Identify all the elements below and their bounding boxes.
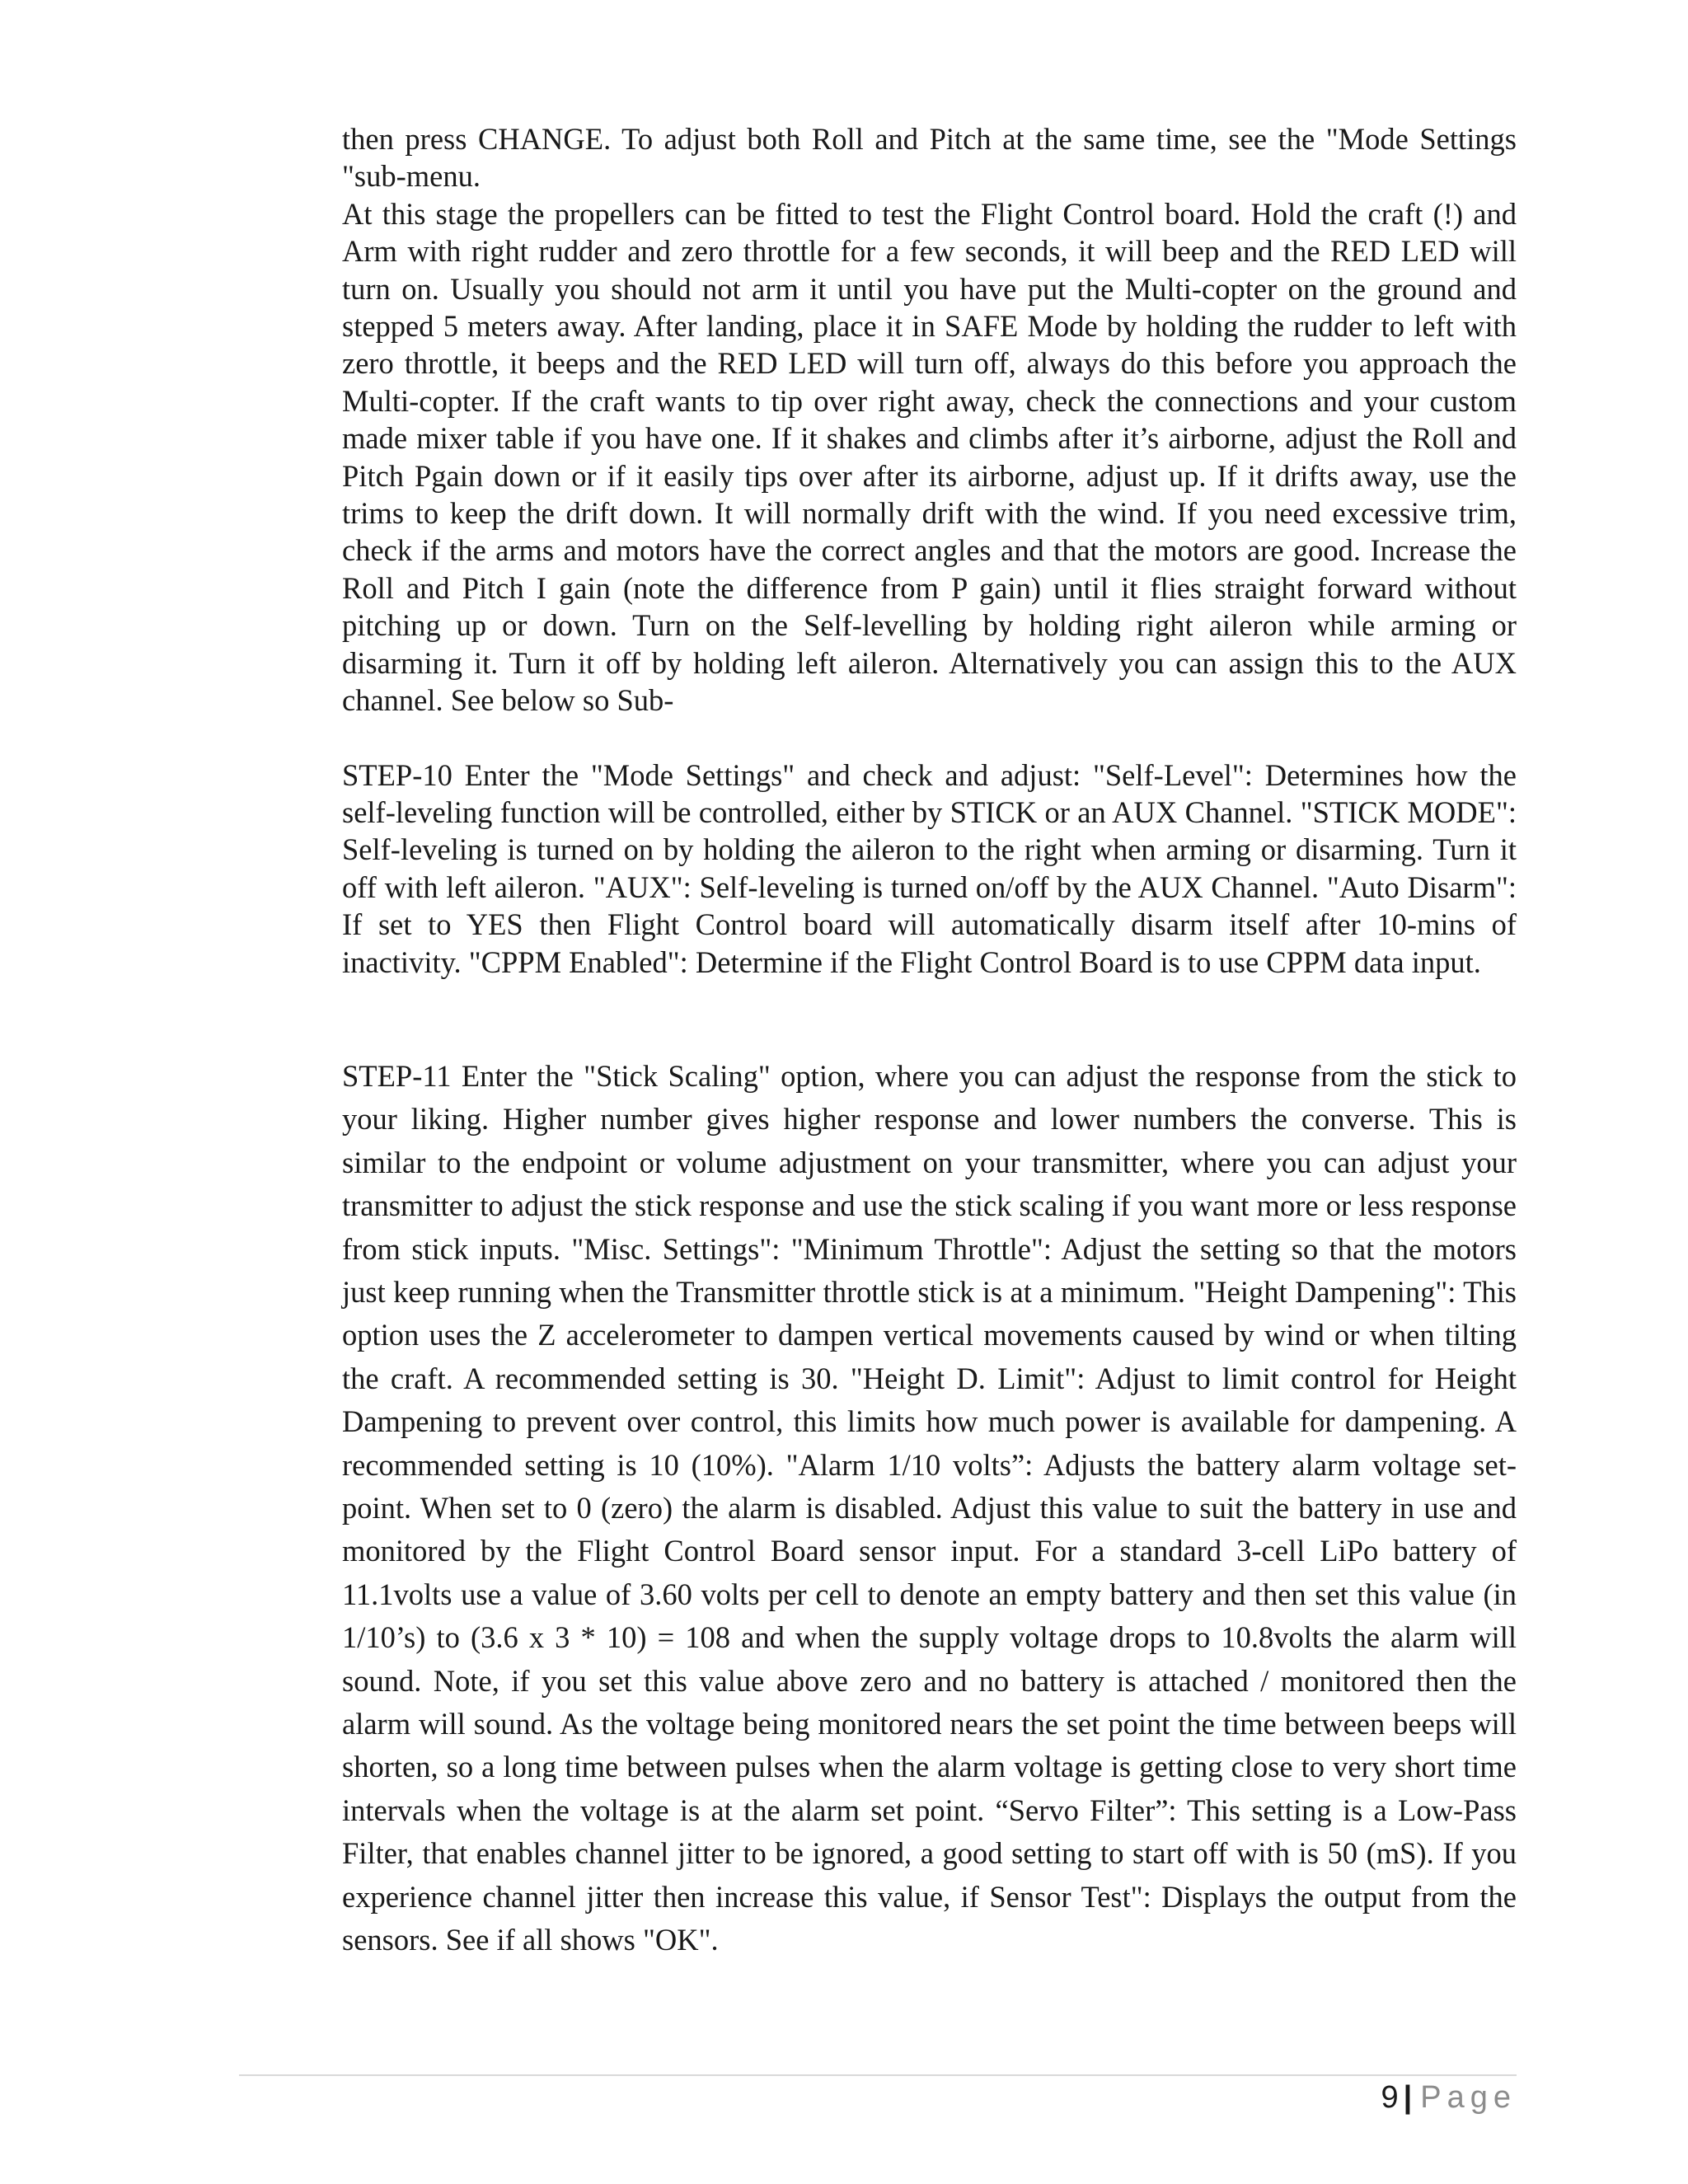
paragraph-mode-settings-intro: then press CHANGE. To adjust both Roll and Pitch at the same time, see the "Mode Settings "sub-menu. — [342, 122, 1517, 194]
page-label: Page — [1420, 2080, 1517, 2115]
page-number: 9 — [1381, 2080, 1399, 2115]
paragraph-step-10: STEP-10 Enter the "Mode Settings" and check and adjust: "Self-Level": Determines how the self-leveling function will be controlled, either by STICK or an AUX Channel. "STICK MODE": Self-leveling is turned on by holding the aileron to the right when arming or disarming. Turn it off with left aileron. "AUX": Self-leveling is turned on/off by the AUX Channel. "Auto Disarm": If set to YES then Flight Control board will automatically disarm itself after 10-mins of inactivity. "CPPM Enabled": Determine if the Flight Control Board is to use CPPM data input. — [342, 757, 1517, 979]
paragraph-propeller-test: At this stage the propellers can be fitted to test the Flight Control board. Hold the craft (!) and Arm with right rudder and zero throttle for a few seconds, it will beep and the RED LED will turn on. Usually you should not arm it until you have put the Multi-copter on the ground and stepped 5 meters away. After landing, place it in SAFE Mode by holding the rudder to left with zero throttle, it beeps and the RED LED will turn off, always do this before you approach the Multi-copter. If the craft wants to tip over right away, check the connections and your custom made mixer table if you have one. If it shakes and climbs after it’s airborne, adjust the Roll and Pitch Pgain down or if it easily tips over after its airborne, adjust up. If it drifts away, use the trims to keep the drift down. It will normally drift with the wind. If you need excessive trim, check if the arms and motors have the correct angles and that the motors are good. Increase the Roll and Pitch I gain (note the difference from P gain) until it flies straight forward without pitching up or down. Turn on the Self-levelling by holding right aileron while arming or disarming it. Turn it off by holding left aileron. Alternatively you can assign this to the AUX channel. See below so Sub- — [342, 196, 1517, 718]
page-footer — [1381, 2079, 1517, 2116]
body-text — [342, 120, 1517, 1961]
footer-divider — [239, 2074, 1517, 2076]
paragraph-step-11: STEP-11 Enter the "Stick Scaling" option, where you can adjust the response from the stick to your liking. Higher number gives higher response and lower numbers the converse. This is similar to the endpoint or volume adjustment on your transmitter, where you can adjust your transmitter to adjust the stick response and use the stick scaling if you want more or less response from stick inputs. "Misc. Settings": "Minimum Throttle": Adjust the setting so that the motors just keep running when the Transmitter throttle stick is at a minimum. "Height Dampening": This option uses the Z accelerometer to dampen vertical movements caused by wind or when tilting the craft. A recommended setting is 30. "Height D. Limit": Adjust to limit control for Height Dampening to prevent over control, this limits how much power is available for dampening. A recommended setting is 10 (10%). "Alarm 1/10 volts”: Adjusts the battery alarm voltage set-point. When set to 0 (zero) the alarm is disabled. Adjust this value to suit the battery in use and monitored by the Flight Control Board sensor input. For a standard 3-cell LiPo battery of 11.1volts use a value of 3.60 volts per cell to denote an empty battery and then set this value (in 1/10’s) to (3.6 x 3 * 10) = 108 and when the supply voltage drops to 10.8volts the alarm will sound. Note, if you set this value above zero and no battery is attached / monitored then the alarm will sound. As the voltage being monitored nears the set point the time between beeps will shorten, so a long time between pulses when the alarm voltage is getting close to very short time intervals when the voltage is at the alarm set point. “Servo Filter”: This setting is a Low-Pass Filter, that enables channel jitter to be ignored, a good setting to start off with is 50 (mS). If you experience channel jitter then increase this value, if Sensor Test": Displays the output from the sensors. See if all shows "OK". — [342, 1058, 1517, 1957]
footer-separator: | — [1403, 2080, 1413, 2115]
